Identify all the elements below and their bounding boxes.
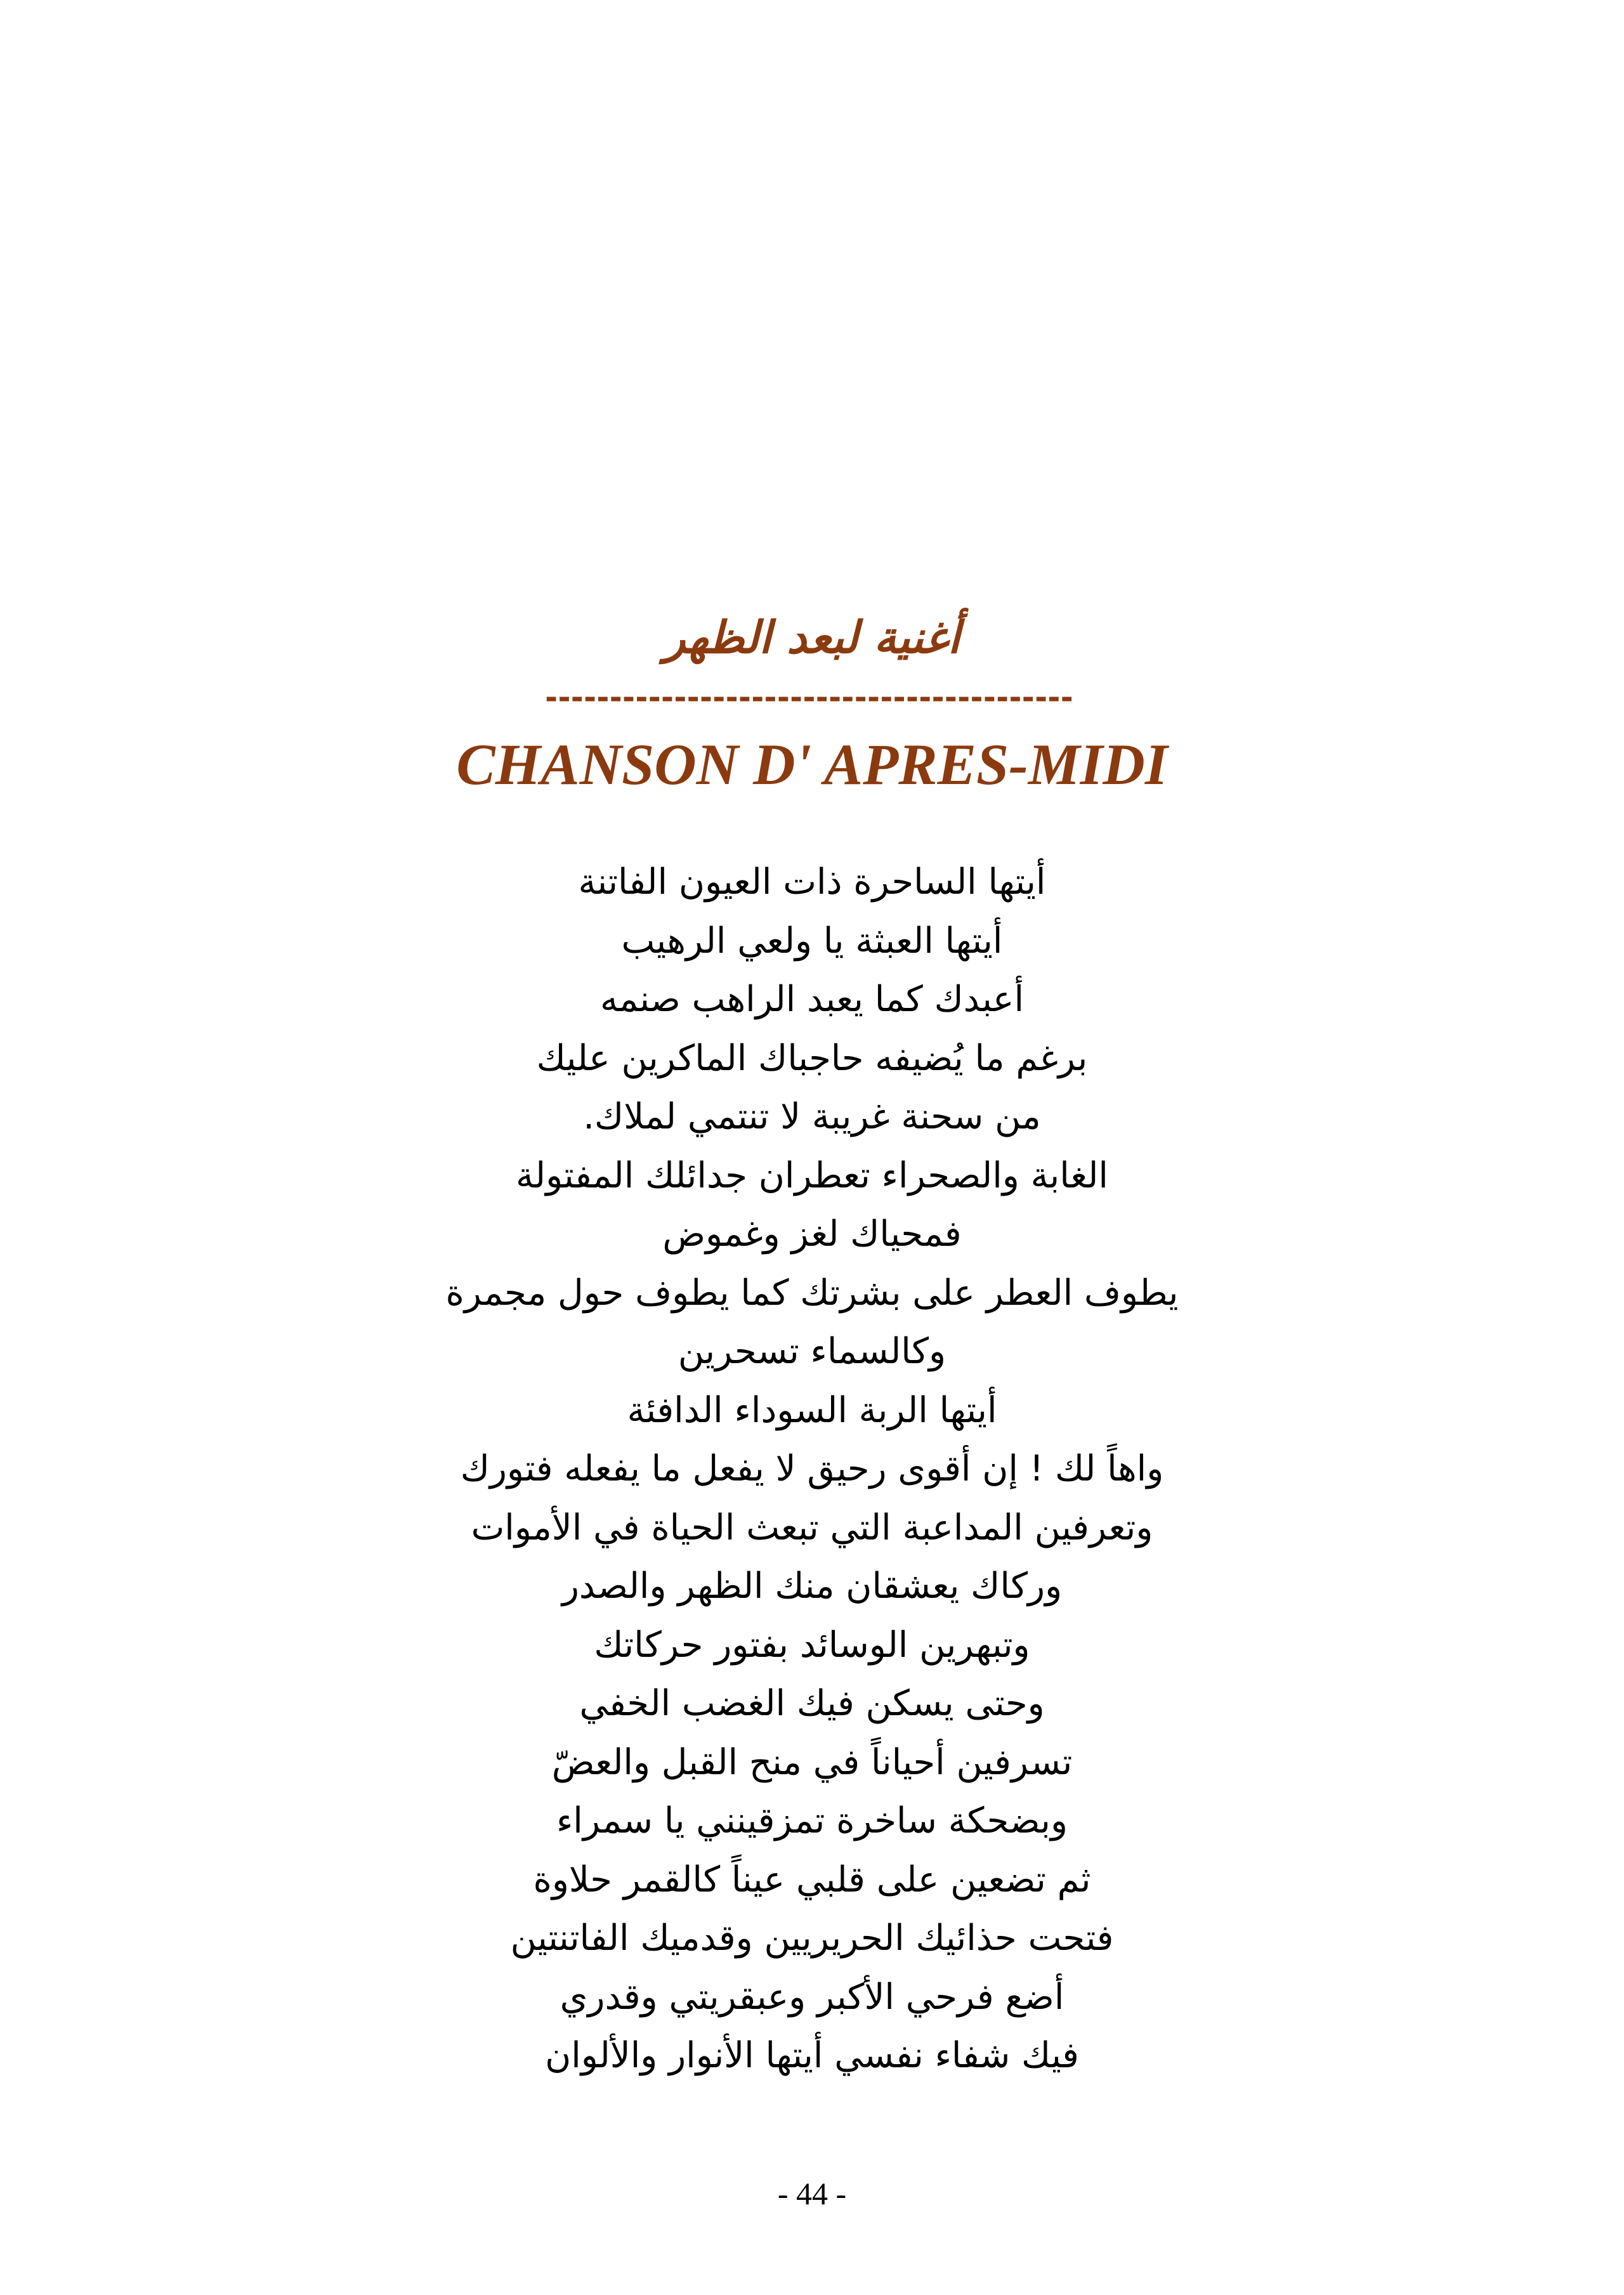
poem-line: وركاك يعشقان منك الظهر والصدر <box>561 1566 1063 1607</box>
poem-line: وحتى يسكن فيك الغضب الخفي <box>579 1683 1045 1724</box>
poem-line: واهاً لك ! إن أقوى رحيق لا يفعل ما يفعله فتورك <box>460 1448 1164 1489</box>
poem-line: فمحياك لغز وغموض <box>662 1213 962 1255</box>
poem-line: وكالسماء تسحرين <box>678 1331 946 1372</box>
poem-line: أيتها الربة السوداء الدافئة <box>627 1389 997 1431</box>
poem-line: يطوف العطر على بشرتك كما يطوف حول مجمرة <box>445 1272 1179 1314</box>
poem-line: أيتها الساحرة ذات العيون الفاتنة <box>578 861 1046 903</box>
page-number: - 44 - <box>777 2176 847 2211</box>
poem-line: وتبهرين الوسائد بفتور حركاتك <box>594 1624 1030 1666</box>
poem-line: وتعرفين المداعبة التي تبعث الحياة في الأموات <box>471 1507 1153 1548</box>
poem-line: فتحت حذائيك الحريريين وقدميك الفاتنتين <box>510 1918 1114 1959</box>
poem-line: ثم تضعين على قلبي عيناً كالقمر حلاوة <box>533 1859 1091 1900</box>
poem-line: برغم ما يُضيفه حاجباك الماكرين عليك <box>536 1037 1088 1079</box>
poem-line: من سحنة غريبة لا تنتمي لملاك. <box>583 1096 1041 1137</box>
poem-line: أعبدك كما يعبد الراهب صنمه <box>599 979 1025 1020</box>
poem-line: تسرفين أحياناً في منح القبل والعضّ <box>551 1741 1073 1783</box>
french-title: CHANSON D' APRES-MIDI <box>456 732 1168 797</box>
poem-line: وبضحكة ساخرة تمزقينني يا سمراء <box>556 1800 1068 1841</box>
poem-line: الغابة والصحراء تعطران جدائلك المفتولة <box>516 1154 1108 1196</box>
poem-line: أيتها العبثة يا ولعي الرهيب <box>621 920 1003 962</box>
arabic-title: أغنية لبعد الظهر <box>664 611 960 664</box>
poem-line: أضع فرحي الأكبر وعبقريتي وقدري <box>560 1976 1064 2018</box>
poem-body <box>254 853 1370 2086</box>
title-separator: ----------------------------------------- <box>545 677 1074 716</box>
poem-line: فيك شفاء نفسي أيتها الأنوار والألوان <box>545 2035 1079 2076</box>
